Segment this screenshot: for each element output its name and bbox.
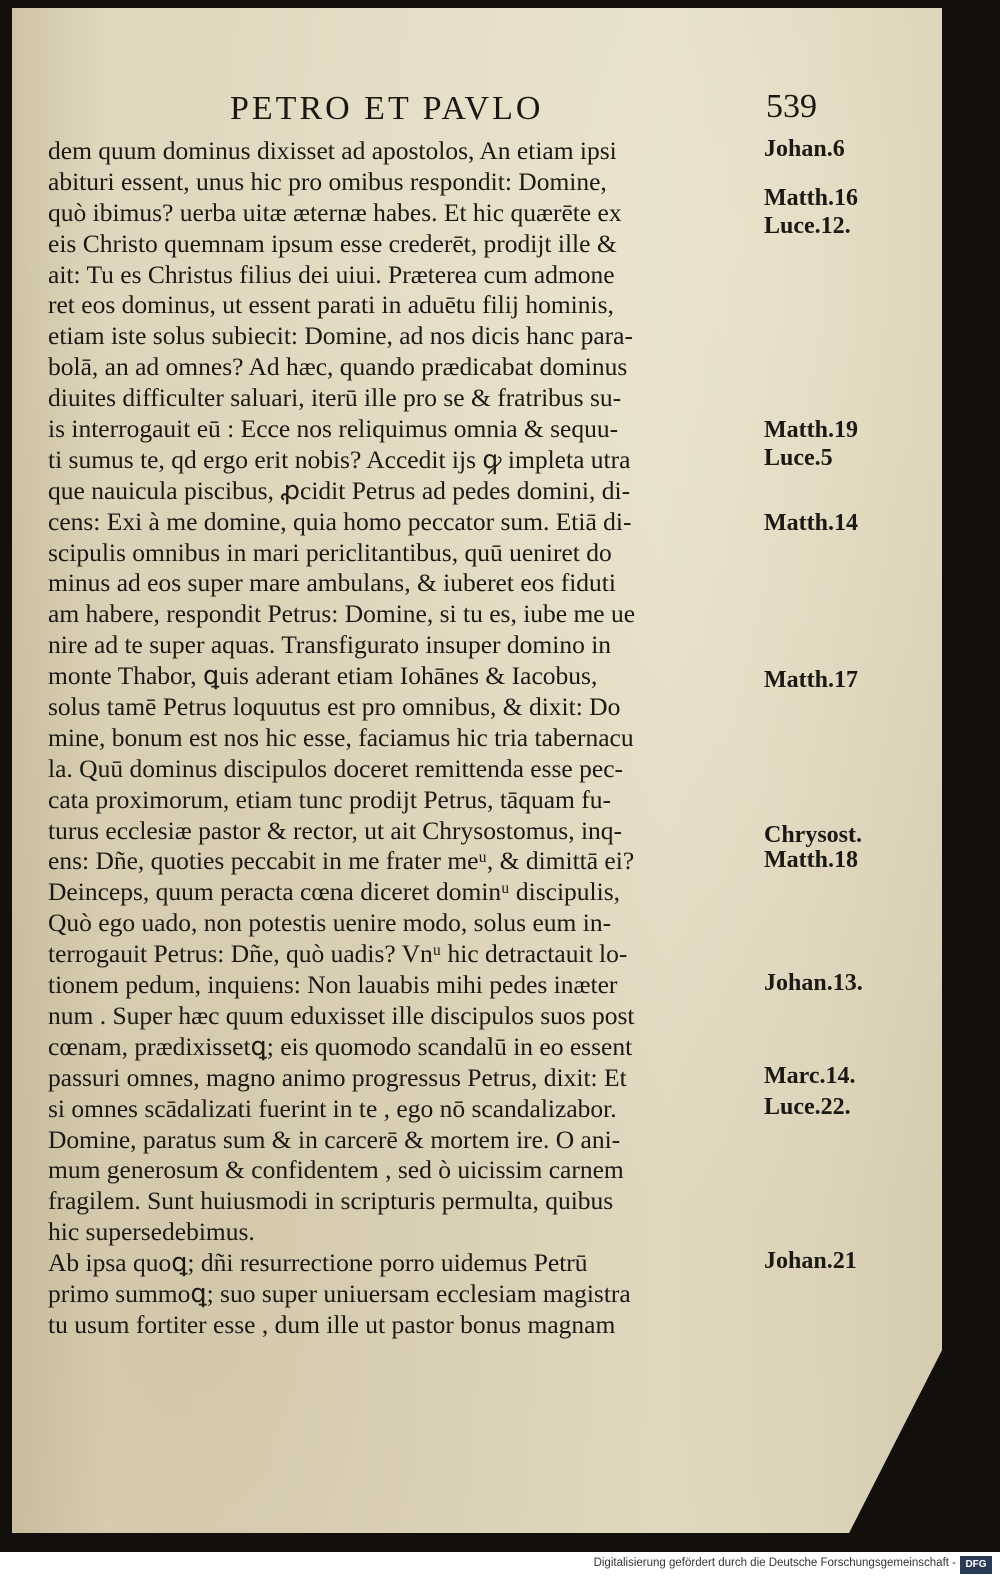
margin-note: Marc.14. bbox=[764, 1063, 856, 1089]
text-line: si omnes scādalizati fuerint in te , ego nō scandalizabor. bbox=[48, 1093, 617, 1123]
text-line: am habere, respondit Petrus: Domine, si tu es, iube me ue bbox=[48, 599, 636, 629]
margin-note: Johan.6 bbox=[764, 136, 845, 162]
text-line: nire ad te super aquas. Transfigurato insuper domino in bbox=[48, 630, 612, 660]
text-line: passuri omnes, magno animo progressus Petrus, dixit: Et bbox=[48, 1062, 627, 1092]
text-line: fragilem. Sunt huiusmodi in scripturis permulta, quibus bbox=[48, 1186, 614, 1216]
text-line: Domine, paratus sum & in carcerē & mortem ire. O ani- bbox=[48, 1124, 621, 1154]
text-line: etiam iste solus subiecit: Domine, ad nos dicis hanc para- bbox=[48, 321, 633, 351]
text-line: hic supersedebimus. bbox=[48, 1217, 255, 1247]
text-line: cœnam, prædixissetꝗ; eis quomodo scandalū in eo essent bbox=[48, 1031, 633, 1061]
text-line: num . Super hæc quum eduxisset ille discipulos suos post bbox=[48, 1000, 635, 1030]
margin-note: Chrysost. bbox=[764, 821, 863, 848]
margin-note: Luce.12. bbox=[764, 213, 851, 240]
body-text bbox=[48, 136, 768, 1341]
text-line: ti sumus te, qd ergo erit nobis? Accedit ijs ꝙ impleta utra bbox=[48, 444, 631, 474]
text-line: bolā, an ad omnes? Ad hæc, quando prædicabat dominus bbox=[48, 352, 628, 382]
text-line: diuites difficulter saluari, iterū ille pro se & fratribus su- bbox=[48, 383, 622, 413]
margin-note: Matth.14 bbox=[764, 509, 858, 536]
margin-note: Matth.18 bbox=[764, 846, 858, 873]
text-line: primo summoꝗ; suo super uniuersam ecclesiam magistra bbox=[48, 1278, 631, 1308]
margin-note: Luce.5 bbox=[764, 445, 833, 471]
text-line: ret eos dominus, ut essent parati in aduētu filij hominis, bbox=[48, 290, 614, 320]
text-line: cata proximorum, etiam tunc prodijt Petrus, tāquam fu- bbox=[48, 784, 611, 814]
text-line: quò ibimus? uerba uitæ æternæ habes. Et hic quærēte ex bbox=[48, 197, 622, 227]
text-line: dem quum dominus dixisset ad apostolos, An etiam ipsi bbox=[48, 136, 617, 165]
text-line: minus ad eos super mare ambulans, & iuberet eos fiduti bbox=[48, 568, 616, 598]
text-line: cens: Exi à me domine, quia homo peccator sum. Etiā di- bbox=[48, 506, 632, 536]
dfg-logo: DFG bbox=[960, 1556, 992, 1574]
margin-note: Luce.22. bbox=[764, 1093, 851, 1120]
text-line: ait: Tu es Christus filius dei uiui. Præterea cum admone bbox=[48, 259, 615, 289]
text-line: la. Quū dominus discipulos doceret remittenda esse pec- bbox=[48, 753, 624, 783]
text-line: que nauicula piscibus, ꝓcidit Petrus ad pedes domini, di- bbox=[48, 475, 631, 505]
funding-credit: Digitalisierung gefördert durch die Deutsche Forschungsgemeinschaft - bbox=[593, 1557, 956, 1569]
text-line: tionem pedum, inquiens: Non lauabis mihi pedes inæter bbox=[48, 970, 618, 1000]
margin-note: Matth.16 bbox=[764, 185, 858, 212]
text-line: mine, bonum est nos hic esse, faciamus hic tria tabernacu bbox=[48, 722, 634, 752]
margin-note: Matth.19 bbox=[764, 417, 858, 444]
text-line: turus ecclesiæ pastor & rector, ut ait Chrysostomus, inq- bbox=[48, 815, 623, 845]
text-line: Deinceps, quum peracta cœna diceret dominᵘ discipulis, bbox=[48, 877, 621, 907]
text-line: terrogauit Petrus: Dñe, quò uadis? Vnᵘ hic detractauit lo- bbox=[48, 939, 628, 969]
text-line: solus tamē Petrus loquutus est pro omnibus, & dixit: Do bbox=[48, 692, 621, 722]
text-line: Ab ipsa quoꝗ; dñi resurrectione porro uidemus Petrū bbox=[48, 1248, 588, 1278]
margin-note: Johan.13. bbox=[764, 970, 863, 997]
text-line: monte Thabor, ꝗuis aderant etiam Iohānes & Iacobus, bbox=[48, 661, 598, 691]
page-number: 539 bbox=[766, 88, 817, 125]
text-line: is interrogauit eū : Ecce nos reliquimus omnia & sequu- bbox=[48, 414, 619, 444]
text-line: scipulis omnibus in mari periclitantibus, quū ueniret do bbox=[48, 537, 612, 567]
margin-note: Matth.17 bbox=[764, 667, 858, 694]
text-line: mum generosum & confidentem , sed ò uicissim carnem bbox=[48, 1155, 624, 1185]
text-line: Quò ego uado, non potestis uenire modo, solus eum in- bbox=[48, 908, 612, 938]
running-title: PETRO ET PAVLO bbox=[230, 90, 544, 127]
text-line: tu usum fortiter esse , dum ille ut pastor bonus magnam bbox=[48, 1309, 616, 1339]
text-line: eis Christo quemnam ipsum esse crederēt, prodijt ille & bbox=[48, 228, 617, 258]
footer-bar bbox=[0, 1552, 1000, 1579]
text-line: ens: Dñe, quoties peccabit in me frater meᵘ, & dimittā ei? bbox=[48, 846, 635, 876]
text-line: abituri essent, unus hic pro omibus respondit: Domine, bbox=[48, 166, 607, 196]
margin-note: Johan.21 bbox=[764, 1248, 857, 1275]
